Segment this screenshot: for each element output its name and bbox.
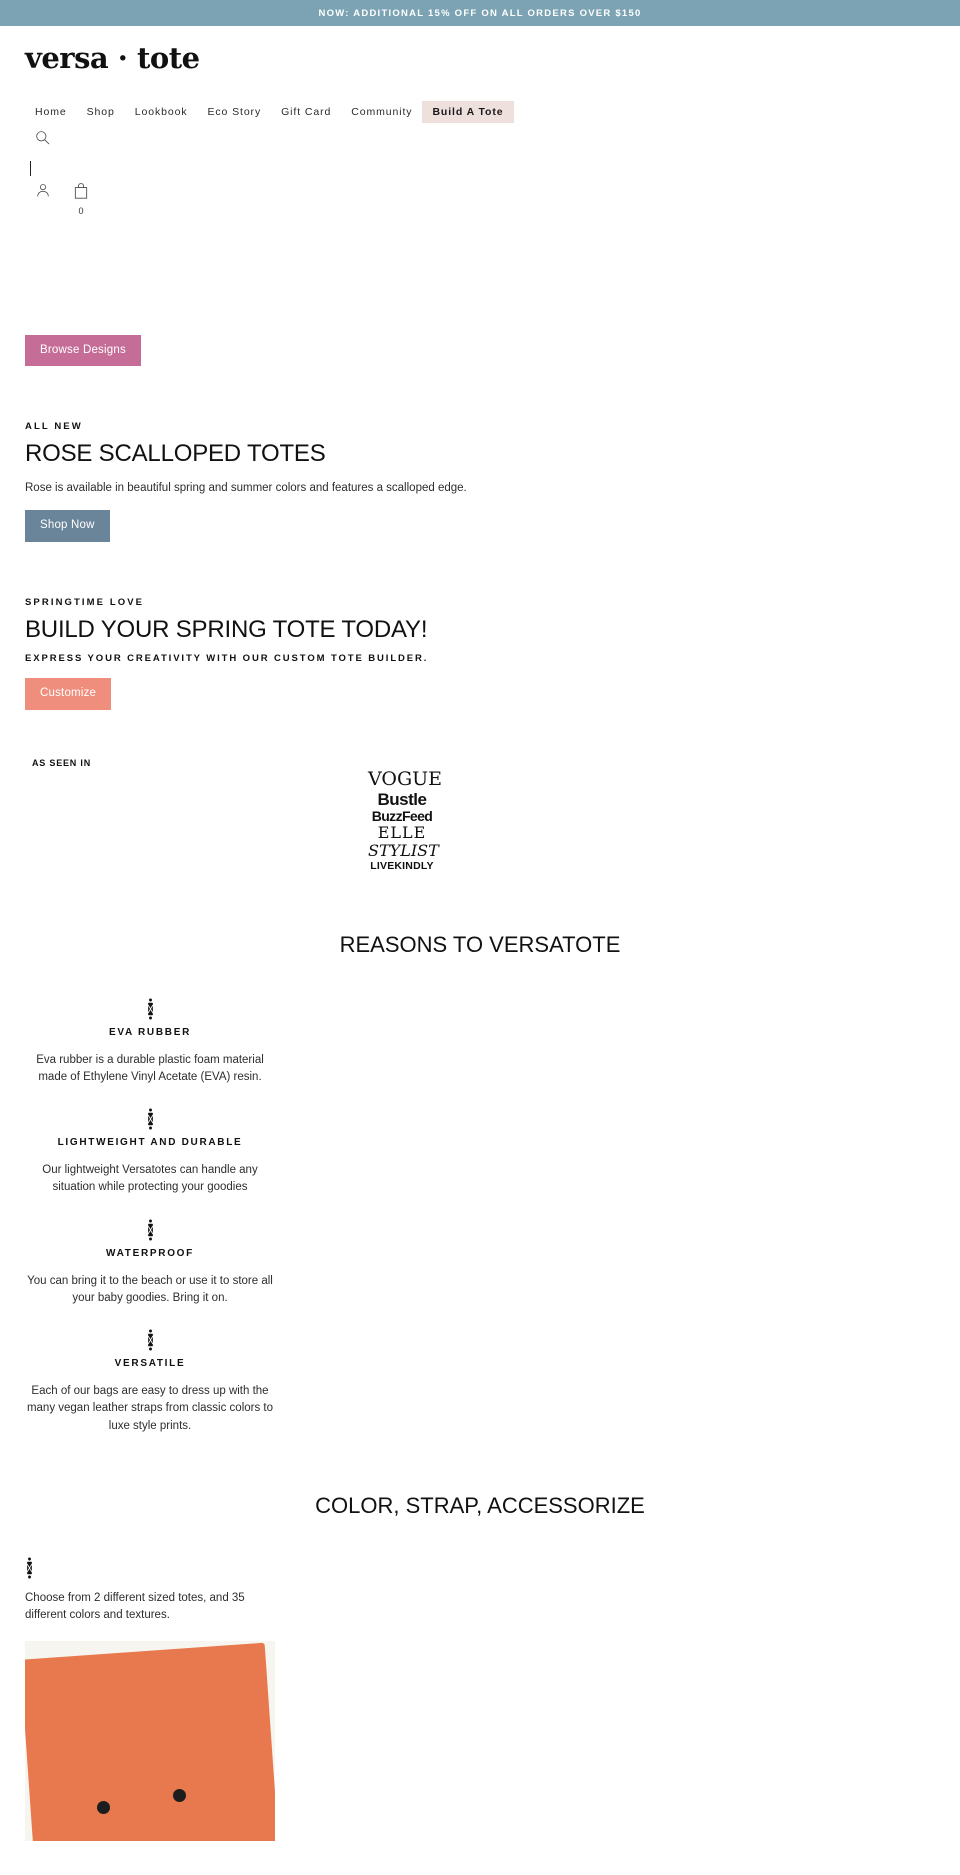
press-section xyxy=(0,752,960,902)
nav-item-eco-story[interactable]: Eco Story xyxy=(207,106,262,119)
main-navigation xyxy=(25,101,935,123)
reason-body: Our lightweight Versatotes can handle any situation while protecting your goodies xyxy=(42,1164,258,1194)
shopping-bag-icon xyxy=(73,182,89,200)
site-header xyxy=(0,26,960,123)
press-logo-bustle: Bustle xyxy=(377,789,427,809)
press-logo-vogue: VOGUE xyxy=(368,767,443,790)
search-row xyxy=(25,130,935,150)
ornament-icon xyxy=(25,1557,935,1584)
reason-title: LIGHTWEIGHT AND DURABLE xyxy=(57,1137,243,1149)
product-image[interactable] xyxy=(25,1641,275,1841)
customizer-section xyxy=(0,1493,960,1841)
press-logo-livekindly: LIVEKINDLY xyxy=(370,859,434,872)
promo-spring-tote xyxy=(0,597,960,710)
customizer-text: Choose from 2 different sized totes, and 35 different colors and textures. xyxy=(25,1591,245,1621)
reasons-title: REASONS TO VERSATOTE xyxy=(339,931,621,957)
promo-rose-scalloped xyxy=(0,421,960,541)
reason-title: EVA RUBBER xyxy=(108,1026,191,1038)
promo-eyebrow: SPRINGTIME LOVE xyxy=(25,596,145,608)
press-label: AS SEEN IN xyxy=(32,757,92,768)
site-logo[interactable]: versa · tote xyxy=(25,41,200,75)
reasons-list xyxy=(0,998,960,1435)
nav-item-build-a-tote[interactable]: Build A Tote xyxy=(422,101,513,123)
press-logo-buzzfeed: BuzzFeed xyxy=(371,808,433,825)
reasons-section xyxy=(0,932,960,1435)
customizer-body xyxy=(0,1557,960,1841)
ornament-icon xyxy=(0,1108,300,1135)
logo-row xyxy=(25,26,935,75)
nav-item-home[interactable]: Home xyxy=(35,106,67,119)
tote-shape xyxy=(25,1643,275,1841)
nav-item-shop[interactable]: Shop xyxy=(86,106,115,119)
promo-subtitle-caps: EXPRESS YOUR CREATIVITY WITH OUR CUSTOM TOTE BUILDER. xyxy=(25,653,429,665)
search-icon[interactable] xyxy=(35,130,935,150)
announcement-text: NOW: ADDITIONAL 15% OFF ON ALL ORDERS OVER $150 xyxy=(318,7,642,19)
promo-eyebrow: ALL NEW xyxy=(25,421,83,433)
press-logo-stylist: STYLIST xyxy=(368,840,439,860)
reason-body: Each of our bags are easy to dress up with the many vegan leather straps from classic colors to luxe style prints. xyxy=(26,1385,274,1432)
ornament-icon xyxy=(0,1219,300,1246)
announcement-bar xyxy=(0,0,960,26)
customize-button[interactable]: Customize xyxy=(25,678,111,710)
account-cart-row xyxy=(25,182,935,216)
promo-title: ROSE SCALLOPED TOTES xyxy=(25,440,326,468)
cart-button[interactable] xyxy=(73,182,89,216)
cart-count: 0 xyxy=(78,206,84,217)
hero-section xyxy=(0,216,960,366)
ornament-icon xyxy=(0,998,300,1025)
nav-item-community[interactable]: Community xyxy=(351,106,413,119)
reason-body: Eva rubber is a durable plastic foam material made of Ethylene Vinyl Acetate (EVA) resin. xyxy=(36,1053,264,1083)
press-logo-elle: ELLE xyxy=(377,823,427,843)
user-icon[interactable] xyxy=(35,182,51,203)
reason-item xyxy=(0,1108,300,1197)
ornament-icon xyxy=(0,1329,300,1356)
search-input[interactable] xyxy=(30,159,330,175)
reason-title: VERSATILE xyxy=(114,1358,186,1370)
customizer-title: COLOR, STRAP, ACCESSORIZE xyxy=(315,1492,645,1518)
browse-designs-button[interactable]: Browse Designs xyxy=(25,335,141,367)
header-utilities xyxy=(0,130,960,216)
press-logo-list xyxy=(368,767,443,873)
promo-title: BUILD YOUR SPRING TOTE TODAY! xyxy=(25,615,428,643)
reason-item xyxy=(0,1329,300,1435)
reason-title: WATERPROOF xyxy=(106,1247,194,1259)
nav-item-gift-card[interactable]: Gift Card xyxy=(281,106,332,119)
nav-item-lookbook[interactable]: Lookbook xyxy=(134,106,188,119)
shop-now-button[interactable]: Shop Now xyxy=(25,510,110,542)
reason-item xyxy=(0,1219,300,1308)
reason-item xyxy=(0,998,300,1087)
promo-subtitle: Rose is available in beautiful spring and summer colors and features a scalloped edge. xyxy=(25,481,467,494)
reason-body: You can bring it to the beach or use it to store all your baby goodies. Bring it on. xyxy=(27,1274,273,1304)
search-caret xyxy=(30,161,31,176)
